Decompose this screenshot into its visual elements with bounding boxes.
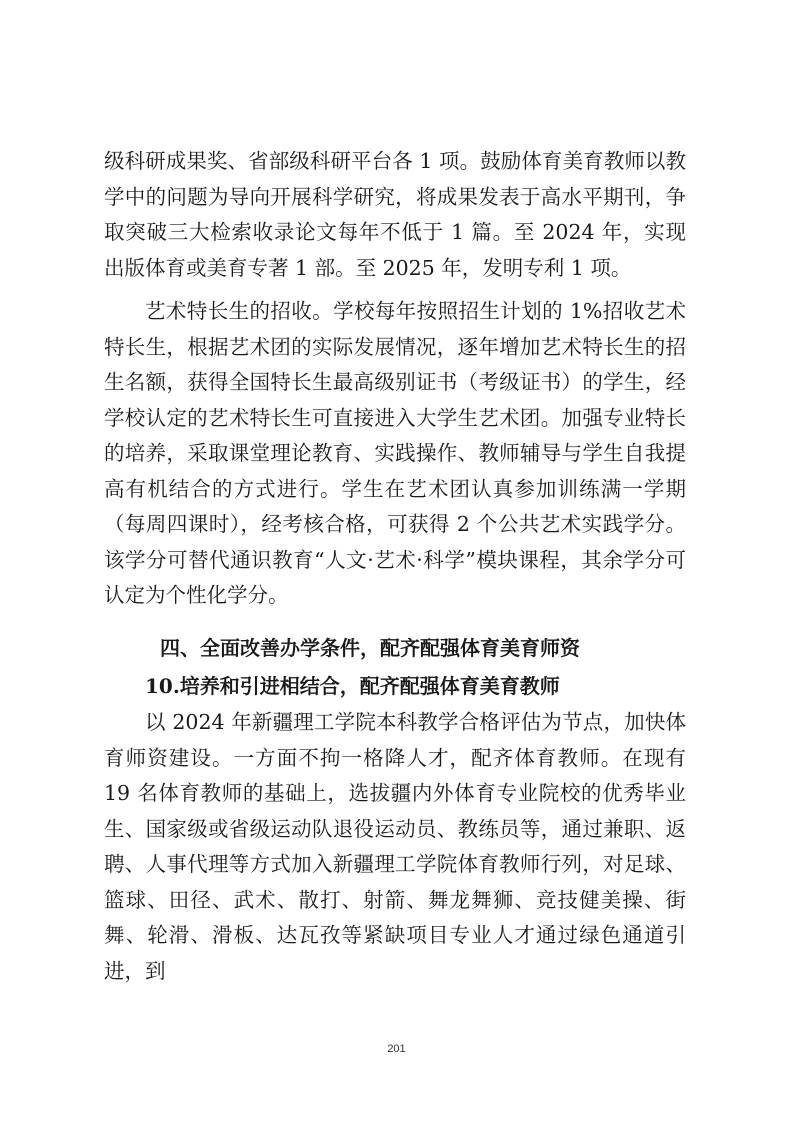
paragraph-teacher-recruitment: 以 2024 年新疆理工学院本科教学合格评估为节点，加快体育师资建设。一方面不拘一格降人才，配齐体育教师。在现有 19 名体育教师的基础上，选拔疆内外体育专业院校的优秀毕业生、国家级或省级运动队退役运动员、教练员等，通过兼职、返聘、人事代理等方式加入新疆理工学院体育教师行列，对足球、篮球、田径、武术、散打、射箭、舞龙舞狮、竞技健美操、街舞、轮滑、滑板、达瓦孜等紧缺项目专业人才通过绿色通道引进，到 <box>104 710 686 983</box>
paragraph-research-goals: 级科研成果奖、省部级科研平台各 1 项。鼓励体育美育教师以教学中的问题为导向开展科学研究，将成果发表于高水平期刊，争取突破三大检索收录论文每年不低于 1 篇。至 2024 年，实现出版体育或美育专著 1 部。至 2025 年，发明专利 1 项。 <box>104 149 686 280</box>
section-heading: 四、全面改善办学条件，配齐配强体育美育师资 <box>160 636 580 660</box>
paragraph-art-students: 艺术特长生的招收。学校每年按照招生计划的 1%招收艺术特长生，根据艺术团的实际发展情况，逐年增加艺术特长生的招生名额，获得全国特长生最高级别证书（考级证书）的学生，经学校认定的艺术特长生可直接进入大学生艺术团。加强专业特长的培养，采取课堂理论教育、实践操作、教师辅导与学生自我提高有机结合的方式进行。学生在艺术团认真参加训练满一学期（每周四课时），经考核合格，可获得 2 个公共艺术实践学分。该学分可替代通识教育“人文·艺术·科学”模块课程，其余学分可认定为个性化学分。 <box>104 299 686 607</box>
subsection-heading: 10.培养和引进相结合，配齐配强体育美育教师 <box>145 674 560 698</box>
page-number: 201 <box>387 1043 406 1055</box>
